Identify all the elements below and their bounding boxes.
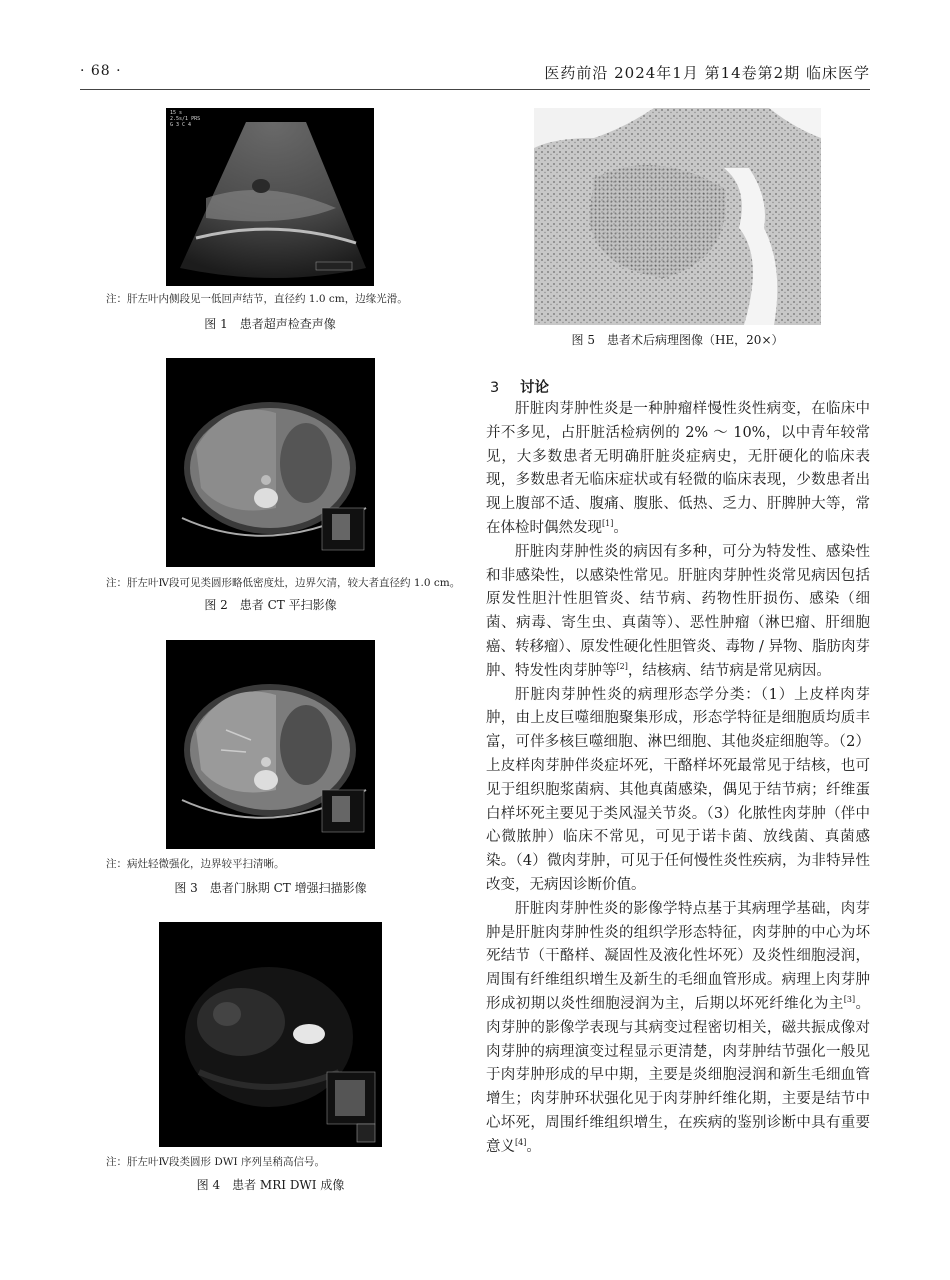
paragraph-tail: ，结核病、结节病是常见病因。 <box>627 662 831 679</box>
citation: [4] <box>515 1137 527 1147</box>
figure-1-caption: 图 1 患者超声检查声像 <box>204 317 336 331</box>
citation: [1] <box>602 519 614 529</box>
figure-4-note: 注：肝左叶Ⅳ段类圆形 DWI 序列呈稍高信号。 <box>106 1156 326 1168</box>
body-text <box>486 398 870 1160</box>
page-number: · 68 · <box>80 63 122 79</box>
figure-3-ct-enhanced-image <box>166 640 375 849</box>
journal-header: 医药前沿 2024年1月 第14卷第2期 临床医学 <box>544 64 870 82</box>
figure-2-note: 注：肝左叶Ⅳ段可见类圆形略低密度灶，边界欠清，较大者直径约 1.0 cm。 <box>106 577 461 589</box>
overlay-line: 15 s <box>170 110 183 116</box>
figure-3-note: 注：病灶轻微强化，边界较平扫清晰。 <box>106 858 285 870</box>
figure-5-pathology-image <box>534 108 821 325</box>
overlay-line: G 3 C 4 <box>170 122 192 128</box>
section-number: 3 <box>490 380 500 396</box>
paragraph-text: 肝脏肉芽肿性炎是一种肿瘤样慢性炎性病变，在临床中并不多见，占肝脏活检病例的 2% ～ 10%，以中青年较常见，大多数患者无明确肝脏炎症病史，无肝硬化的临床表现，多数患者无临床症状或有轻微的临床表现，少数患者出现上腹部不适、腹痛、腹胀、低热、乏力、肝脾肿大等，常在体检时偶然发现 <box>486 401 870 536</box>
citation: [2] <box>616 661 628 671</box>
figure-1-note: 注：肝左叶内侧段见一低回声结节，直径约 1.0 cm，边缘光滑。 <box>106 293 408 305</box>
figure-3-caption: 图 3 患者门脉期 CT 增强扫描影像 <box>174 881 367 895</box>
paragraph <box>486 541 870 684</box>
paragraph <box>486 684 870 898</box>
figure-2-caption: 图 2 患者 CT 平扫影像 <box>204 598 337 612</box>
figure-1-ultrasound-image <box>166 108 374 286</box>
paragraph <box>486 398 870 541</box>
paragraph-tail: 。 <box>613 519 628 536</box>
paragraph-tail: 。 <box>526 1138 541 1155</box>
figure-4-caption: 图 4 患者 MRI DWI 成像 <box>196 1178 345 1192</box>
header-rule <box>80 89 870 90</box>
figure-4-mri-dwi-image <box>159 922 382 1147</box>
paragraph-tail: 。肉芽肿的影像学表现与其病变过程密切相关，磁共振成像对肉芽肿的病理演变过程显示更清楚，肉芽肿结节强化一般见于肉芽肿形成的早中期，主要是炎细胞浸润和新生毛细血管增生；肉芽肿环状强化见于肉芽肿纤维化期，主要是结节中心坏死，周围纤维组织增生，在疾病的鉴别诊断中具有重要意义 <box>486 995 870 1155</box>
paragraph-text: 肝脏肉芽肿性炎的病因有多种，可分为特发性、感染性和非感染性，以感染性常见。肝脏肉芽肿性炎常见病因包括原发性胆汁性胆管炎、结节病、药物性肝损伤、感染（细菌、病毒、寄生虫、真菌等）、恶性肿瘤（淋巴瘤、肝细胞癌、转移瘤）、原发性硬化性胆管炎、毒物 / 异物、脂肪肉芽肿、特发性肉芽肿等 <box>486 543 870 679</box>
ultrasound-overlay-text <box>170 110 200 128</box>
paragraph-text: 肝脏肉芽肿性炎的病理形态学分类：（1）上皮样肉芽肿，由上皮巨噬细胞聚集形成，形态学特征是细胞质均质丰富，可伴多核巨噬细胞、淋巴细胞、其他炎症细胞等。（2）上皮样肉芽肿伴炎症坏死，干酪样坏死最常见于结核，也可见于组织胞浆菌病、其他真菌感染，偶见于结节病；纤维蛋白样坏死主要见于类风湿关节炎。（3）化脓性肉芽肿（伴中心微脓肿）临床不常见，可见于诺卡菌、放线菌、真菌感染。（4）微肉芽肿，可见于任何慢性炎性疾病，为非特异性改变，无病因诊断价值。 <box>486 686 870 893</box>
paragraph <box>486 898 870 1160</box>
section-heading <box>490 376 549 397</box>
section-title: 讨论 <box>520 380 549 396</box>
overlay-line: 2.5s/1 PRS <box>170 116 201 122</box>
paragraph-text: 肝脏肉芽肿性炎的影像学特点基于其病理学基础，肉芽肿是肝脏肉芽肿性炎的组织学形态特征，肉芽肿的中心为坏死结节（干酪样、凝固性及液化性坏死）及炎性细胞浸润，周围有纤维组织增生及新生的毛细血管形成。病理上肉芽肿形成初期以炎性细胞浸润为主，后期以坏死纤维化为主 <box>486 900 870 1012</box>
citation: [3] <box>843 995 856 1005</box>
figure-5-caption: 图 5 患者术后病理图像（HE，20×） <box>571 333 784 347</box>
figure-2-ct-image <box>166 358 375 567</box>
